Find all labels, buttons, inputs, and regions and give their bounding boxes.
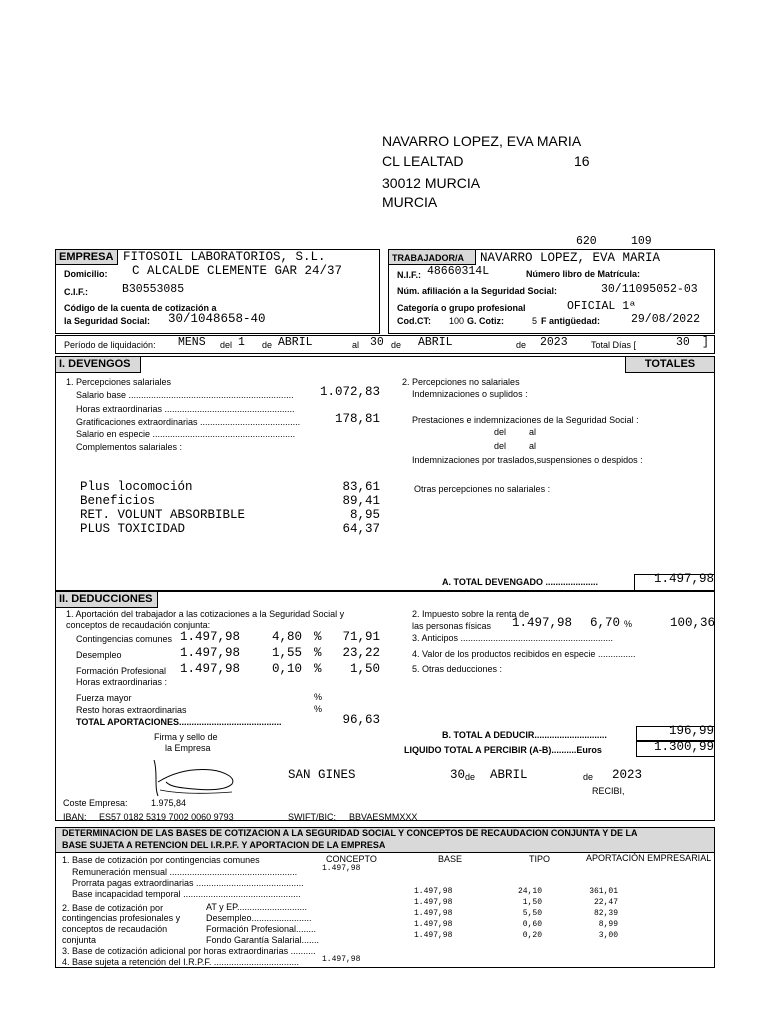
firma-day: 30 <box>450 768 466 782</box>
remuneracion-value: 1.497,98 <box>322 864 361 873</box>
deduccion-row-pct-sign: % <box>314 662 322 676</box>
codct-label: Cod.CT: <box>397 316 431 326</box>
resto-horas-label: Resto horas extraordinarias <box>76 705 187 715</box>
deduccion-row-amount: 71,91 <box>342 630 380 644</box>
at-ep-label: AT y EP............................ <box>206 902 308 912</box>
base-row-base: 1.497,98 <box>414 920 453 929</box>
prestaciones-label: Prestaciones e indemnizaciones de la Seguridad Social : <box>412 415 639 425</box>
base-row-aport: 361,01 <box>589 887 618 896</box>
base-row-tipo: 0,60 <box>522 920 542 929</box>
deducciones-header: II. DEDUCCIONES <box>55 591 158 608</box>
horas-extra-label: Horas extraordinarias .................................................... <box>76 404 295 414</box>
afiliacion-label: Núm. afiliación a la Seguridad Social: <box>397 286 558 296</box>
total-dias-close: ] <box>702 336 709 349</box>
devengos-header: I. DEVENGOS <box>55 356 141 373</box>
gratificaciones-value: 178,81 <box>334 412 380 426</box>
gratificaciones-label: Gratificaciones extraordinarias ........................................ <box>76 417 301 427</box>
bases-title-1: DETERMINACION DE LAS BASES DE COTIZACION A LA SEGURIDAD SOCIAL Y CONCEPTOS DE RECAUDACION CONJUNTA Y DE LA <box>62 828 638 838</box>
swift-value: BBVAESMMXXX <box>349 812 418 822</box>
complemento-value: 8,95 <box>349 508 380 522</box>
col-aportacion: APORTACIÓN EMPRESARIAL <box>586 853 712 863</box>
complemento-value: 83,61 <box>342 480 380 494</box>
antiguedad-label: F antigüedad: <box>541 316 600 326</box>
swift-label: SWIFT/BIC: <box>288 812 336 822</box>
prestaciones-del-2: del <box>494 441 507 451</box>
base-row-tipo: 5,50 <box>522 909 542 918</box>
base-cp-label-2: contingencias profesionales y <box>62 913 181 923</box>
desempleo-base-label: Desempleo........................ <box>206 913 312 923</box>
coste-value: 1.975,84 <box>151 798 187 808</box>
deduccion-row-pct: 1,55 <box>272 646 303 660</box>
aportacion-label-1: 1. Aportación del trabajador a las cotizaciones a la Seguridad Social y <box>66 609 345 619</box>
deduccion-row-amount: 23,22 <box>342 646 380 660</box>
resto-horas-pct: % <box>314 704 323 714</box>
base-row-tipo: 1,50 <box>522 898 542 907</box>
recipient-name: NAVARRO LOPEZ, EVA MARIA <box>382 133 582 149</box>
base-irpf-value: 1.497,98 <box>322 955 361 964</box>
irpf-label-1: 2. Impuesto sobre la renta de <box>412 609 530 619</box>
total-aportaciones-label: TOTAL APORTACIONES......................................... <box>76 717 282 727</box>
total-deducir-value: 196,99 <box>668 724 714 738</box>
firma-de-1: de <box>465 772 476 782</box>
indemnizaciones-label: Indemnizaciones o suplidos : <box>412 389 528 399</box>
deduccion-row-pct: 4,80 <box>272 630 303 644</box>
domicilio-value: C ALCALDE CLEMENTE GAR 24/37 <box>132 264 343 278</box>
trabajador-name: NAVARRO LOPEZ, EVA MARIA <box>480 251 661 265</box>
cif-label: C.I.F.: <box>64 287 88 297</box>
base-row-aport: 22,47 <box>593 898 618 907</box>
deduccion-row-base: 1.497,98 <box>180 662 241 676</box>
bases-title-2: BASE SUJETA A RETENCION DEL I.R.P.F. Y APORTACION DE LA EMPRESA <box>62 840 386 850</box>
base-cc-label: 1. Base de cotización por contingencias comunes <box>62 855 260 865</box>
categoria-label: Categoría o grupo profesional <box>397 303 526 313</box>
anticipos-label: 3. Anticipos ............................................................. <box>412 633 614 643</box>
nif-value: 48660314L <box>427 265 490 278</box>
irpf-amount: 100,36 <box>669 616 715 630</box>
domicilio-label: Domicilio: <box>64 269 108 279</box>
nif-label: N.I.F.: <box>397 270 421 280</box>
total-devengado-label: A. TOTAL DEVENGADO ..................... <box>442 577 599 587</box>
periodo-tipo: MENS <box>178 336 206 349</box>
irpf-pct: 6,70 <box>590 616 621 630</box>
periodo-del: 1 <box>238 336 245 349</box>
deduccion-row-label: Formación Profesional <box>76 666 167 676</box>
total-aportaciones-value: 96,63 <box>342 713 380 727</box>
formacion-base-label: Formación Profesional........ <box>206 924 317 934</box>
recipient-city: MURCIA <box>382 194 438 210</box>
firma-label-1: Firma y sello de <box>154 732 218 742</box>
total-devengado-value: 1.497,98 <box>653 572 714 586</box>
prestaciones-del: del <box>494 427 507 437</box>
trabajador-header: TRABAJADOR/A <box>388 249 476 265</box>
recipient-number: 16 <box>574 153 590 169</box>
base-row-base: 1.497,98 <box>414 909 453 918</box>
matricula-label: Número libro de Matrícula: <box>526 269 641 279</box>
fuerza-mayor-pct: % <box>314 692 323 702</box>
periodo-del-label: del <box>220 340 233 350</box>
afiliacion-value: 30/11095052-03 <box>601 283 698 296</box>
periodo-de-label: de <box>262 340 273 350</box>
codct-value: 100 <box>449 316 465 326</box>
firma-place: SAN GINES <box>288 768 356 782</box>
base-cp-label-3: conceptos de recaudación <box>62 924 168 934</box>
otras-deducciones-label: 5. Otras deducciones : <box>412 664 503 674</box>
deduccion-row-pct: 0,10 <box>272 662 303 676</box>
periodo-al-label: al <box>352 340 360 350</box>
salario-base-value: 1.072,83 <box>319 385 380 399</box>
antiguedad-value: 29/08/2022 <box>631 313 701 326</box>
base-row-aport: 8,99 <box>598 920 618 929</box>
periodo-mes1: ABRIL <box>278 336 313 349</box>
base-row-base: 1.497,98 <box>414 887 453 896</box>
deduccion-row-amount: 1,50 <box>349 662 380 676</box>
periodo-mes2: ABRIL <box>418 336 453 349</box>
irpf-base: 1.497,98 <box>512 616 573 630</box>
periodo-year: 2023 <box>540 336 568 349</box>
otras-percepciones-label: Otras percepciones no salariales : <box>414 484 551 494</box>
incapacidad-label: Base incapacidad temporal ............................................... <box>72 889 301 899</box>
firma-label-2: la Empresa <box>165 743 211 753</box>
deduccion-row-base: 1.497,98 <box>180 646 241 660</box>
code-b: 109 <box>631 235 652 248</box>
recibi-label: RECIBI, <box>592 786 625 796</box>
periodo-de-label-3: de <box>516 340 527 350</box>
cif-value: B30553085 <box>122 283 185 296</box>
irpf-pct-sign: % <box>624 619 633 629</box>
prestaciones-al: al <box>529 427 537 437</box>
categoria-value: OFICIAL 1ª <box>567 300 637 313</box>
complemento-name: Plus locomoción <box>80 480 193 494</box>
fogasa-label: Fondo Garantía Salarial....... <box>206 935 320 945</box>
col-tipo: TIPO <box>529 854 551 864</box>
complemento-value: 89,41 <box>342 494 380 508</box>
coste-label: Coste Empresa: <box>63 798 128 808</box>
periodo-de-label-2: de <box>391 340 402 350</box>
traslados-label: Indemnizaciones por traslados,suspensiones o despidos : <box>412 455 643 465</box>
base-row-base: 1.497,98 <box>414 898 453 907</box>
empresa-name: FITOSOIL LABORATORIOS, S.L. <box>123 250 326 264</box>
base-cp-label-1: 2. Base de cotización por <box>62 903 164 913</box>
totales-header: TOTALES <box>625 356 715 373</box>
base-row-aport: 3,00 <box>598 931 618 940</box>
salario-especie-label: Salario en especie ......................................................... <box>76 429 296 439</box>
complemento-name: RET. VOLUNT ABSORBIBLE <box>80 508 246 522</box>
complementos-label: Complementos salariales : <box>76 442 183 452</box>
especie-deduc-label: 4. Valor de los productos recibidos en especie ............... <box>412 649 636 659</box>
base-irpf-label: 4. Base sujeta a retención del I.R.P.F. .................................. <box>62 957 299 967</box>
base-cp-label-4: conjunta <box>62 935 97 945</box>
ccc-value: 30/1048658-40 <box>168 312 266 326</box>
signature-icon <box>140 752 250 802</box>
total-dias-label: Total Días [ <box>591 340 637 350</box>
horas-extra-deduc-label: Horas extraordinarias : <box>76 677 168 687</box>
total-dias-value: 30 <box>676 336 690 349</box>
base-horas-extra-label: 3. Base de cotización adicional por horas extraordinarias .......... <box>62 946 316 956</box>
firma-year: 2023 <box>612 768 643 782</box>
base-row-aport: 82,39 <box>593 909 618 918</box>
empresa-header: EMPRESA <box>55 249 118 265</box>
aportacion-label-2: conceptos de recaudación conjunta: <box>66 620 211 630</box>
prestaciones-al-2: al <box>529 441 537 451</box>
base-row-tipo: 24,10 <box>517 887 542 896</box>
firma-month: ABRIL <box>490 768 528 782</box>
perc-salariales-label: 1. Percepciones salariales <box>66 377 172 387</box>
base-row-base: 1.497,98 <box>414 931 453 940</box>
recipient-postal: 30012 MURCIA <box>382 175 481 191</box>
irpf-label-2: las personas físicas <box>412 621 492 631</box>
complemento-name: PLUS TOXICIDAD <box>80 522 186 536</box>
liquido-value: 1.300,99 <box>653 740 714 754</box>
gcotiz-label: G. Cotiz: <box>467 316 504 326</box>
col-concepto: CONCEPTO <box>326 854 377 864</box>
recipient-street: CL LEALTAD <box>382 153 464 169</box>
periodo-al: 30 <box>370 336 384 349</box>
deduccion-row-pct-sign: % <box>314 630 322 644</box>
ccc-label-1: Código de la cuenta de cotización a <box>64 303 217 313</box>
col-base: BASE <box>438 854 463 864</box>
periodo-label: Período de liquidación: <box>64 340 156 350</box>
code-a: 620 <box>576 235 597 248</box>
deduccion-row-label: Desempleo <box>76 650 122 660</box>
deduccion-row-pct-sign: % <box>314 646 322 660</box>
complemento-value: 64,37 <box>342 522 380 536</box>
perc-no-salariales-label: 2. Percepciones no salariales <box>402 377 520 387</box>
fuerza-mayor-label: Fuerza mayor <box>76 693 132 703</box>
remuneracion-label: Remuneración mensual ................................................... <box>72 867 298 877</box>
prorrata-label: Prorrata pagas extraordinarias ........................................... <box>72 878 304 888</box>
ccc-label-2: la Seguridad Social: <box>64 316 151 326</box>
salario-base-label: Salario base .................................................................. <box>76 390 294 400</box>
total-deducir-label: B. TOTAL A DEDUCIR............................. <box>442 730 607 740</box>
complemento-name: Beneficios <box>80 494 156 508</box>
base-row-tipo: 0,20 <box>522 931 542 940</box>
liquido-label: LIQUIDO TOTAL A PERCIBIR (A-B)..........Euros <box>404 745 602 755</box>
deduccion-row-base: 1.497,98 <box>180 630 241 644</box>
deduccion-row-label: Contingencias comunes <box>76 634 173 644</box>
gcotiz-value: 5 <box>532 316 538 326</box>
firma-de-2: de <box>583 772 594 782</box>
iban-label: IBAN: <box>63 812 87 822</box>
iban-value: ES57 0182 5319 7002 0060 9793 <box>99 812 234 822</box>
